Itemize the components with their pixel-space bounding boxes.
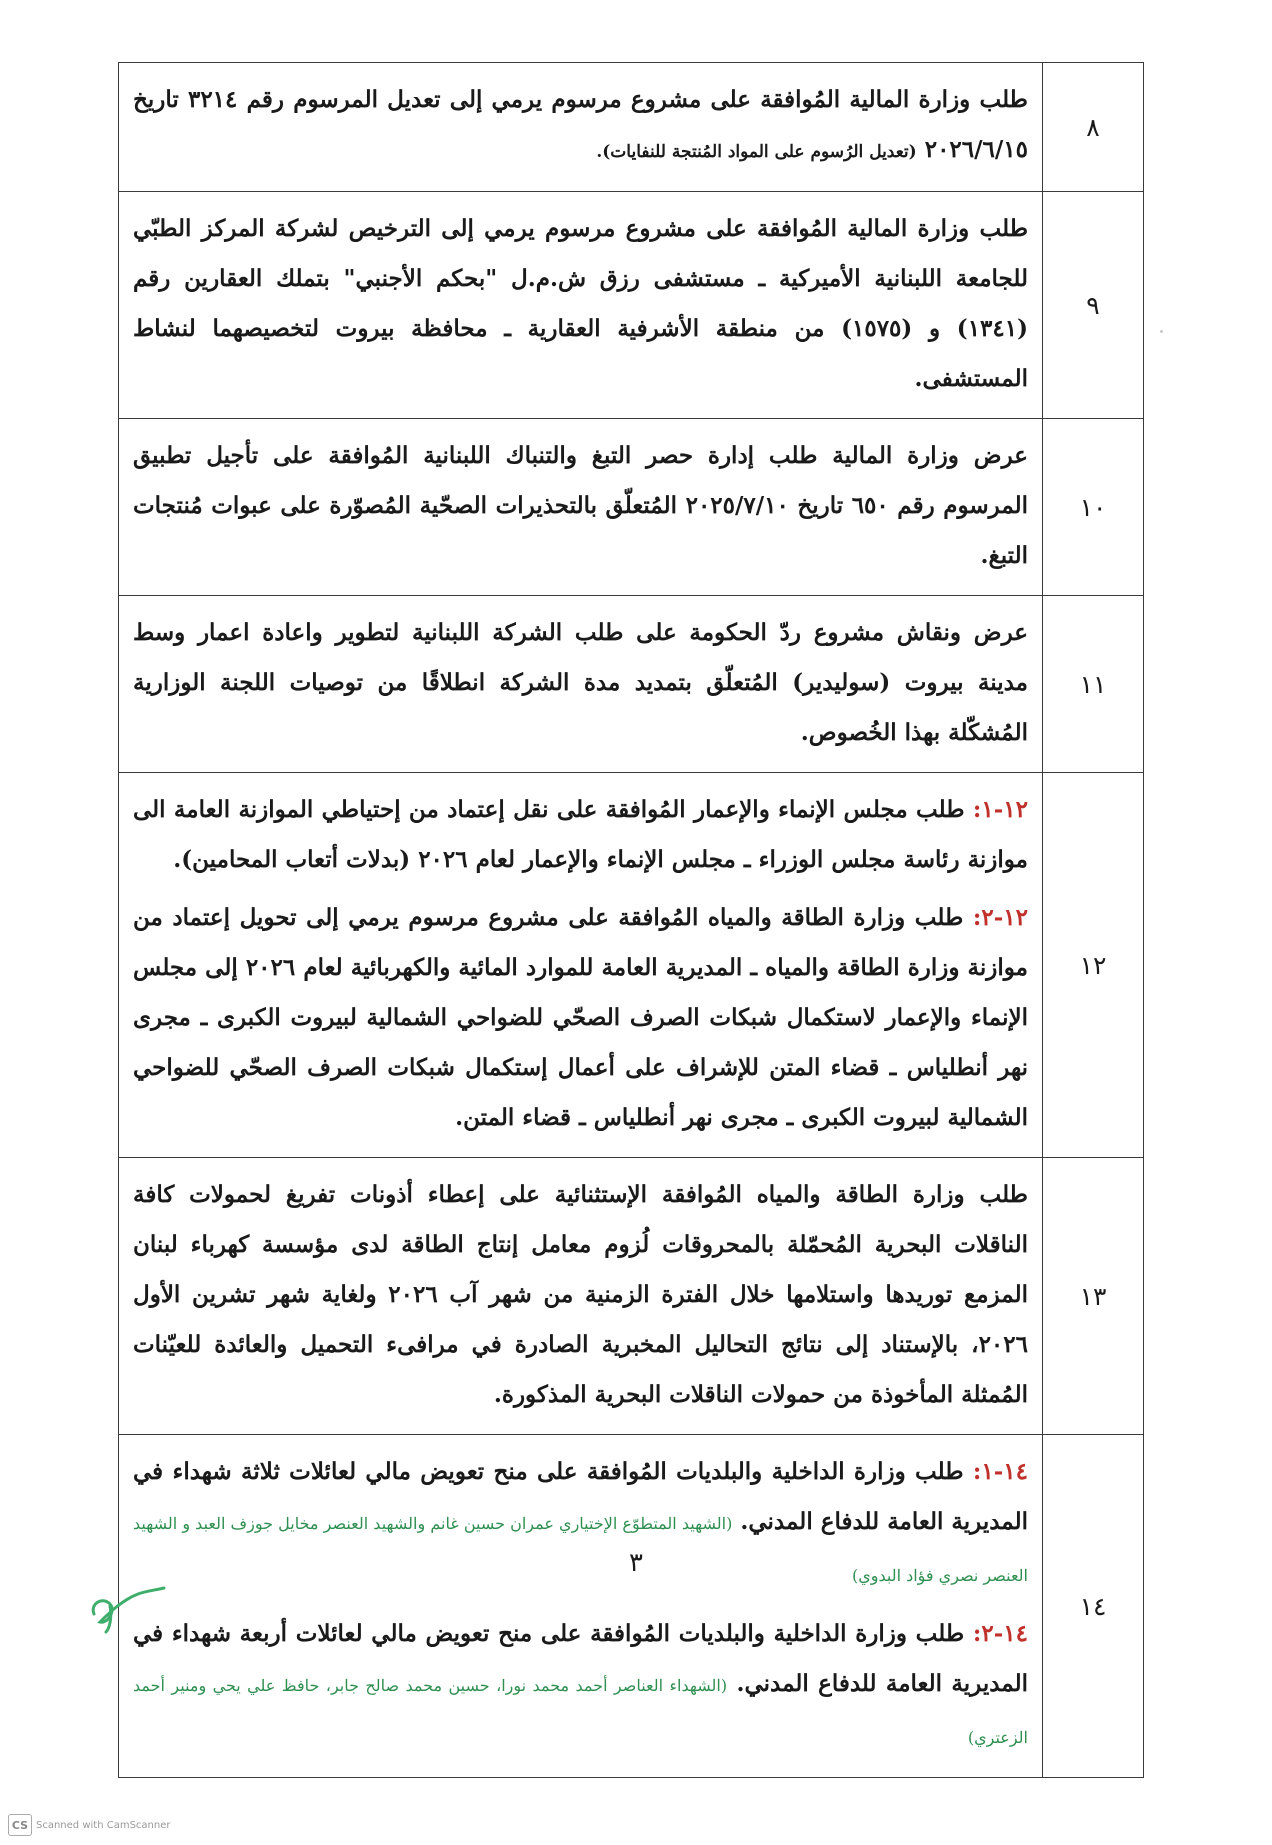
item-paragraph [133,75,1028,177]
item-number: ٨ [1043,63,1144,192]
item-description [119,63,1043,192]
page-number: ٣ [629,1548,643,1578]
item-text: طلب وزارة المالية المُوافقة على مشروع مرسوم يرمي إلى الترخيص لشركة المركز الطبّي للجامعة اللبنانية الأميركية ـ مستشفى رزق ش.م.ل "بحكم الأجنبي" بتملك العقارين رقم (١٣٤١) و (١٥٧٥) من منطقة الأشرفية العقارية ـ محافظة بيروت لتخصيصهما لنشاط المستشفى. [133,215,1028,392]
item-paragraph [133,893,1028,1143]
item-paragraph [133,204,1028,404]
agenda-row [119,419,1144,596]
item-number: ٩ [1043,192,1144,419]
item-description [119,773,1043,1158]
item-text: طلب وزارة الطاقة والمياه المُوافقة على مشروع مرسوم يرمي إلى تحويل إعتماد من موازنة وزارة الطاقة والمياه ـ المديرية العامة للموارد المائية والكهربائية لعام ٢٠٢٦ إلى مجلس الإنماء والإعمار لاستكمال شبكات الصرف الصحّي للضواحي الشمالية لبيروت الكبرى ـ مجرى نهر أنطلياس ـ قضاء المتن للإشراف على أعمال إستكمال شبكات الصرف الصحّي للضواحي الشمالية لبيروت الكبرى ـ مجرى نهر أنطلياس ـ قضاء المتن. [133,904,1028,1131]
item-paragraph [133,608,1028,758]
item-number: ١٢ [1043,773,1144,1158]
item-paragraph [133,785,1028,885]
item-number: ١٤ [1043,1435,1144,1778]
item-paragraph [133,1170,1028,1420]
item-text: طلب وزارة المالية المُوافقة على مشروع مرسوم يرمي إلى تعديل المرسوم رقم ٣٢١٤ تاريخ ٢٠٢٦/٦/١٥ [133,86,1028,163]
scan-speck [1160,330,1163,333]
item-text: طلب وزارة الداخلية والبلديات المُوافقة على منح تعويض مالي لعائلات أربعة شهداء في المديرية العامة للدفاع المدني. [133,1620,1028,1697]
item-description [119,419,1043,596]
item-description [119,596,1043,773]
names-note: (الشهيد المتطوّع الإختياري عمران حسين غانم والشهيد العنصر مخايل جوزف العبد و الشهيد العنصر نصري فؤاد البدوي) [133,1514,1028,1585]
item-text: (تعديل الرُسوم على المواد المُنتجة للنفايات). [596,142,917,162]
agenda-row [119,1158,1144,1435]
item-number: ١٣ [1043,1158,1144,1435]
item-number: ١٠ [1043,419,1144,596]
agenda-row [119,63,1144,192]
sub-item-number: ١٤-١: [963,1458,1028,1485]
agenda-row [119,596,1144,773]
agenda-row [119,192,1144,419]
item-text: طلب وزارة الداخلية والبلديات المُوافقة على منح تعويض مالي لعائلات ثلاثة شهداء في المديرية العامة للدفاع المدني. [133,1458,1028,1535]
agenda-row [119,1435,1144,1778]
item-description [119,1435,1043,1778]
item-text: عرض وزارة المالية طلب إدارة حصر التبغ والتنباك اللبنانية المُوافقة على تأجيل تطبيق المرسوم رقم ٦٥٠ تاريخ ٢٠٢٥/٧/١٠ المُتعلّق بالتحذيرات الصحّية المُصوّرة على عبوات مُنتجات التبغ. [133,442,1029,569]
agenda-body [119,63,1144,1778]
item-text: طلب وزارة الطاقة والمياه المُوافقة الإستثنائية على إعطاء أذونات تفريغ لحمولات كافة الناقلات البحرية المُحمّلة بالمحروقات لُزوم معامل إنتاج الطاقة لدى مؤسسة كهرباء لبنان المزمع توريدها واستلامها خلال الفترة الزمنية من شهر آب ٢٠٢٦ ولغاية شهر تشرين الأول ٢٠٢٦، بالإستناد إلى نتائج التحاليل المخبرية الصادرة في مرافىء التحميل والعائدة للعيّنات المُمثلة المأخوذة من حمولات الناقلات البحرية المذكورة. [133,1181,1028,1408]
item-text: عرض ونقاش مشروع ردّ الحكومة على طلب الشركة اللبنانية لتطوير واعادة اعمار وسط مدينة بيروت (سوليدير) المُتعلّق بتمديد مدة الشركة انطلاقًا من توصيات اللجنة الوزارية المُشكّلة بهذا الخُصوص. [133,619,1028,746]
sub-item-number: ١٤-٢: [964,1620,1028,1647]
agenda-row [119,773,1144,1158]
names-note: (الشهداء العناصر أحمد محمد نورا، حسين محمد صالح جابر، حافظ علي يحي ومنير أحمد الزعتري) [133,1676,1028,1747]
camscanner-logo-icon: CS [8,1814,32,1836]
sub-item-number: ١٢-١: [964,796,1029,823]
handwritten-signature [88,1580,168,1636]
item-text: طلب مجلس الإنماء والإعمار المُوافقة على نقل إعتماد من إحتياطي الموازنة العامة الى موازنة رئاسة مجلس الوزراء ـ مجلس الإنماء والإعمار لعام ٢٠٢٦ (بدلات أتعاب المحامين). [133,796,1028,873]
scanner-footer [8,1814,171,1836]
item-paragraph [133,431,1028,581]
item-number: ١١ [1043,596,1144,773]
item-description [119,192,1043,419]
sub-item-number: ١٢-٢: [963,904,1029,931]
agenda-table [118,62,1144,1778]
item-paragraph [133,1609,1028,1763]
scanner-footer-text: Scanned with CamScanner [36,1819,171,1831]
item-description [119,1158,1043,1435]
